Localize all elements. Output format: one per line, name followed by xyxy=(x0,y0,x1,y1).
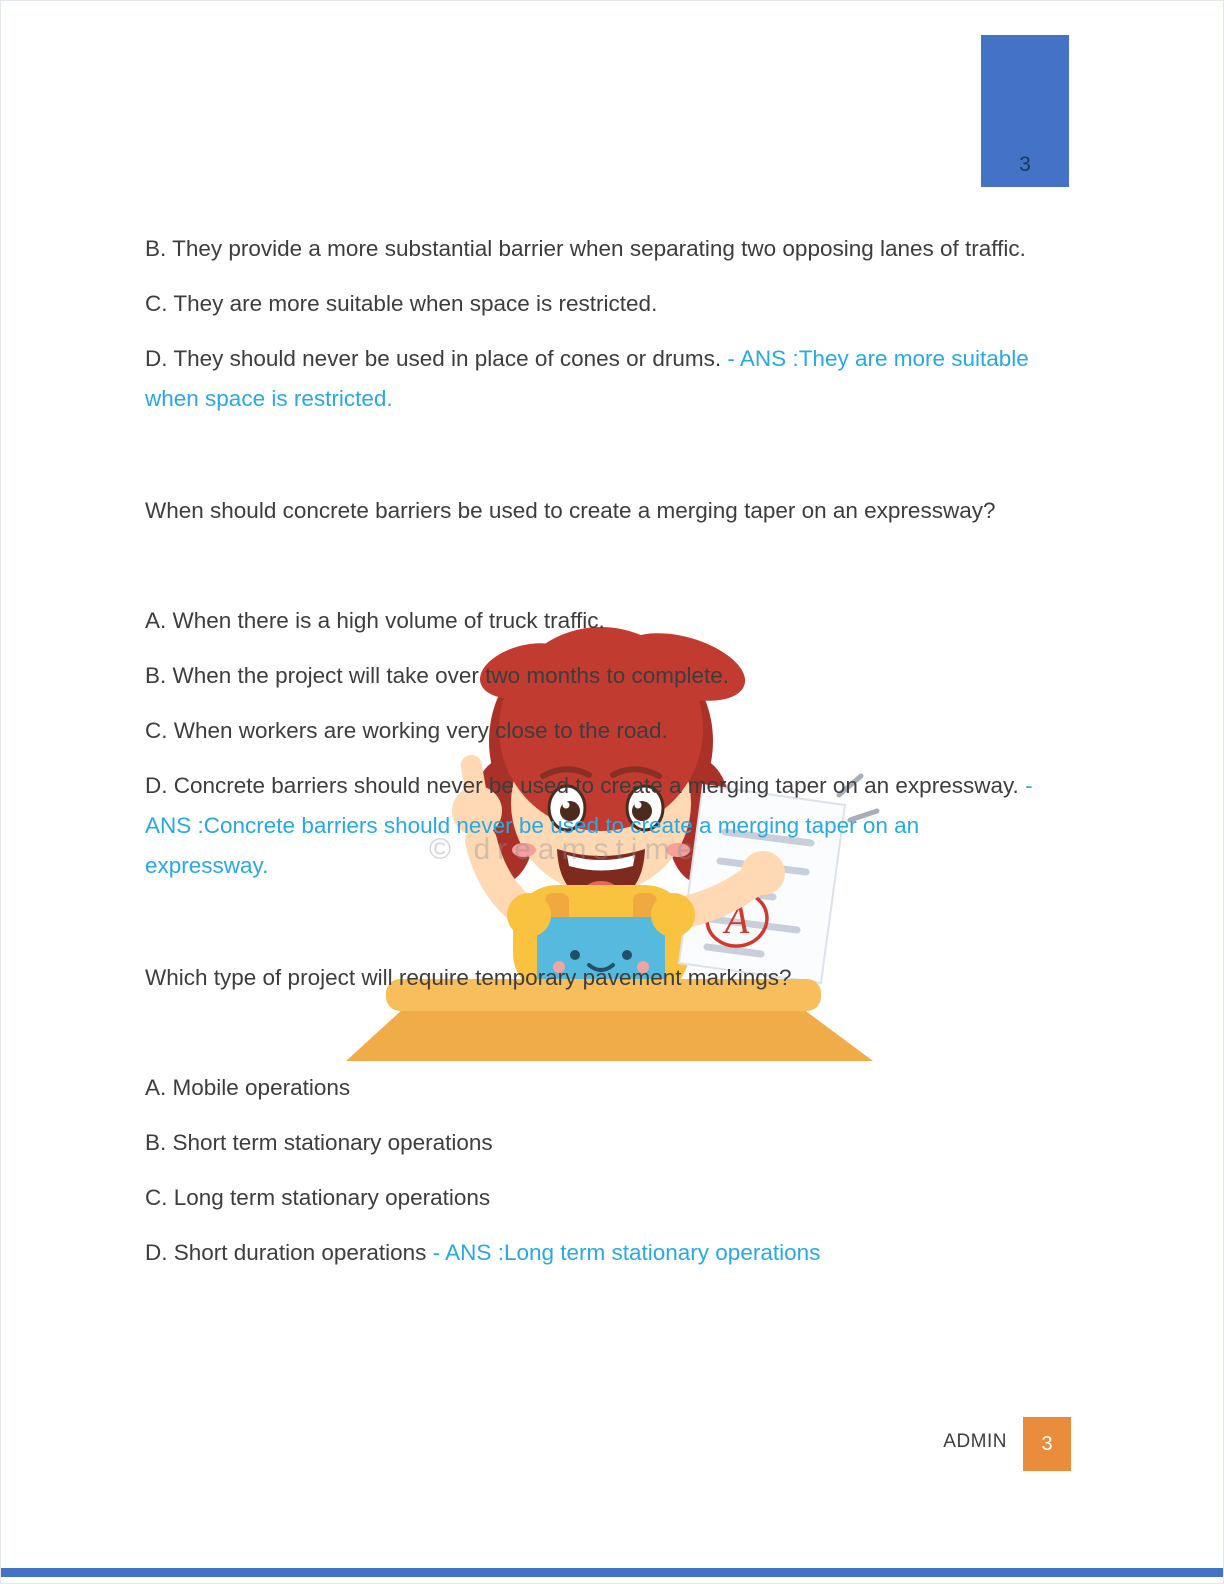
stock-watermark: © dreamstime xyxy=(429,833,701,866)
option-text: A. When there is a high volume of truck traffic. xyxy=(145,608,605,633)
question-text xyxy=(145,958,1035,998)
answer-option xyxy=(145,1178,1035,1218)
answer-option xyxy=(145,229,1035,269)
grade-mark: A xyxy=(724,897,750,942)
answer-option xyxy=(145,1233,1035,1273)
question-text-span: When should concrete barriers be used to create a merging taper on an expressway? xyxy=(145,498,996,523)
footer-page-number: 3 xyxy=(1041,1432,1053,1455)
question-text-span: Which type of project will require temporary pavement markings? xyxy=(145,965,792,990)
footer-admin-label: ADMIN xyxy=(943,1431,1007,1452)
option-text: B. When the project will take over two months to complete. xyxy=(145,663,730,688)
header-page-number-box xyxy=(981,35,1069,187)
answer-highlight: - ANS :Concrete barriers should never be used to create a merging taper on an expressway. xyxy=(145,773,1033,878)
answer-highlight: - ANS :Long term stationary operations xyxy=(432,1240,821,1265)
answer-option xyxy=(145,711,1035,751)
answer-option xyxy=(145,656,1035,696)
option-text: D. They should never be used in place of cones or drums. xyxy=(145,346,728,371)
answer-option xyxy=(145,1123,1035,1163)
option-text: C. Long term stationary operations xyxy=(145,1185,491,1210)
option-text: B. They provide a more substantial barrier when separating two opposing lanes of traffic. xyxy=(145,236,1026,261)
option-text: C. When workers are working very close to the road. xyxy=(145,718,668,743)
question-text xyxy=(145,491,1035,531)
answer-option xyxy=(145,339,1035,419)
option-text: C. They are more suitable when space is restricted. xyxy=(145,291,658,316)
option-text: D. Concrete barriers should never be used to create a merging taper on an expressway. xyxy=(145,773,1026,798)
option-text: A. Mobile operations xyxy=(145,1075,351,1100)
document-body xyxy=(145,229,1035,1288)
answer-option xyxy=(145,766,1035,886)
option-text: D. Short duration operations xyxy=(145,1240,433,1265)
answer-option xyxy=(145,1068,1035,1108)
header-page-number: 3 xyxy=(1019,153,1031,176)
option-text: B. Short term stationary operations xyxy=(145,1130,493,1155)
answer-option xyxy=(145,601,1035,641)
answer-highlight: - ANS :They are more suitable when space is restricted. xyxy=(145,346,1029,411)
footer-accent-bar xyxy=(1,1568,1223,1577)
answer-option xyxy=(145,284,1035,324)
footer-page-number-box xyxy=(1023,1417,1071,1471)
